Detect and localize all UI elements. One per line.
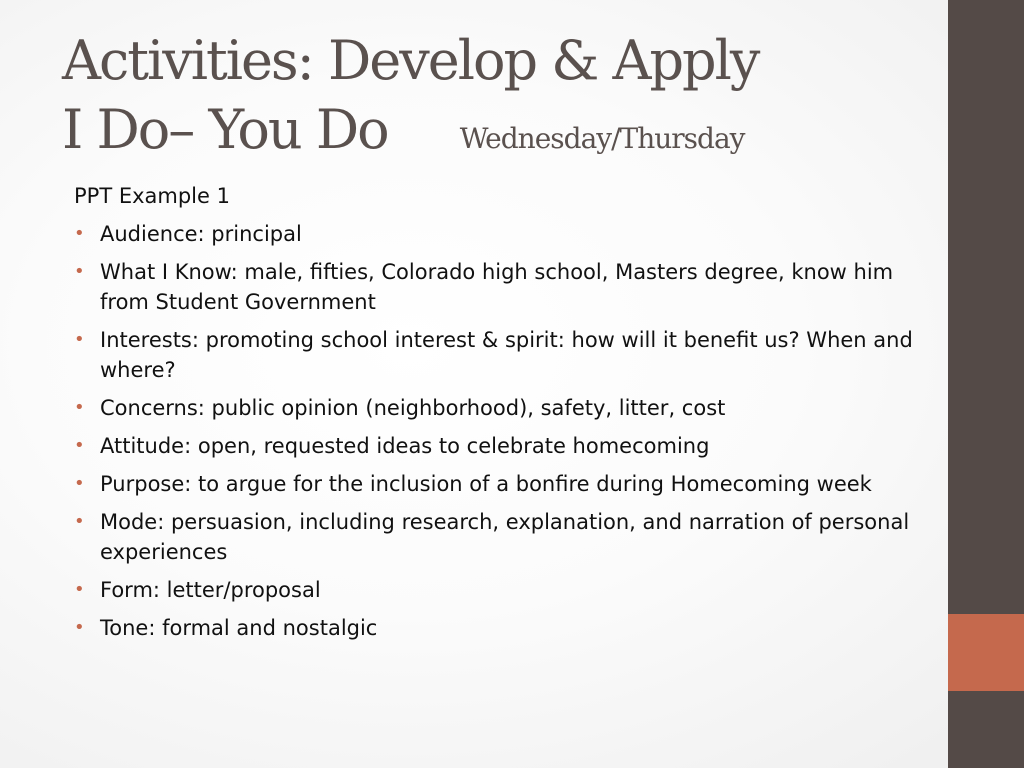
title-line-2-text: I Do– You Do: [62, 98, 388, 161]
list-item: [74, 613, 924, 643]
list-item-text: Tone: formal and nostalgic: [100, 616, 378, 640]
list-item-text: What I Know: male, fifties, Colorado high school, Masters degree, know him from Student Government: [100, 260, 894, 314]
slide-body: [74, 181, 924, 651]
list-item: [74, 469, 924, 499]
list-item: [74, 575, 924, 605]
list-item: [74, 393, 924, 423]
list-item-text: Audience: principal: [100, 222, 302, 246]
list-item-text: Purpose: to argue for the inclusion of a bonfire during Homecoming week: [100, 472, 872, 496]
bullet-dot-icon: •: [74, 579, 85, 600]
bullet-dot-icon: •: [74, 617, 85, 638]
bullet-list: [74, 219, 924, 643]
list-item: [74, 431, 924, 461]
body-heading: PPT Example 1: [74, 184, 230, 208]
list-item: [74, 219, 924, 249]
bullet-dot-icon: •: [74, 397, 85, 418]
bullet-dot-icon: •: [74, 329, 85, 350]
slide-title: [62, 26, 922, 173]
list-item-text: Attitude: open, requested ideas to celebrate homecoming: [100, 434, 710, 458]
bullet-dot-icon: •: [74, 223, 85, 244]
list-item: [74, 325, 924, 385]
list-item-text: Form: letter/proposal: [100, 578, 321, 602]
list-item: [74, 507, 924, 567]
list-item: [74, 257, 924, 317]
title-line-2: [62, 95, 922, 173]
bullet-dot-icon: •: [74, 435, 85, 456]
title-subtitle-days: Wednesday/Thursday: [459, 122, 745, 155]
bullet-dot-icon: •: [74, 261, 85, 282]
bullet-dot-icon: •: [74, 473, 85, 494]
list-item-text: Concerns: public opinion (neighborhood), safety, litter, cost: [100, 396, 726, 420]
title-line-1: Activities: Develop & Apply: [62, 29, 759, 92]
list-item-text: Interests: promoting school interest & spirit: how will it benefit us? When and where?: [100, 328, 913, 382]
list-item-text: Mode: persuasion, including research, explanation, and narration of personal experiences: [100, 510, 910, 564]
right-accent-block: [948, 614, 1024, 691]
bullet-dot-icon: •: [74, 511, 85, 532]
